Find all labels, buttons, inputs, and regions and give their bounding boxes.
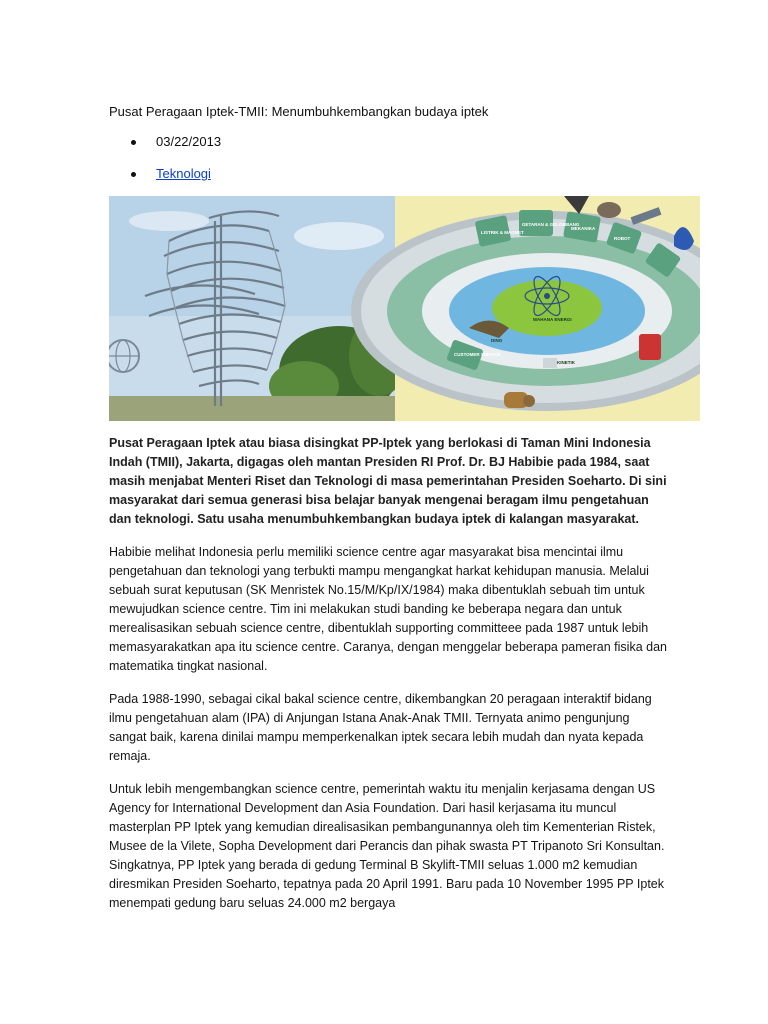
date-item (109, 133, 221, 165)
paragraph: Pada 1988-1990, sebagai cikal bakal science centre, dikembangkan 20 peragaan interaktif bidang ilmu pengetahuan alam (IPA) di Anjungan Istana Anak-Anak TMII. Ternyata animo pengunjung sangat baik, karena dinilai mampu memperkenalkan iptek secara lebih mudah dan nyata kepada remaja. (109, 692, 652, 763)
map-label-mekanika: MEKANIKA (571, 226, 596, 231)
map-label-wahana: WAHANA ENERGI (533, 317, 572, 322)
page-title: Pusat Peragaan Iptek-TMII: Menumbuhkembangkan budaya iptek (109, 104, 489, 119)
floor-plan-map (351, 196, 700, 421)
map-label-customer: CUSTOMER SERVICE (454, 352, 501, 357)
map-label-kinetik: KINETIK (557, 360, 575, 365)
paragraph-lead: Pusat Peragaan Iptek atau biasa disingkat PP-Iptek yang berlokasi di Taman Mini Indonesia Indah (TMII), Jakarta, digagas oleh mantan Presiden RI Prof. Dr. BJ Habibie pada 1984, saat masih menjabat Menteri Riset dan Teknologi di masa pemerintahan Presiden Soeharto. Di sini masyarakat dari semua generasi bisa belajar banyak mengenai beragam ilmu pengetahuan dan teknologi. Satu usaha menumbuhkembangkan budaya iptek di kalangan masyarakat. (109, 436, 667, 526)
bullet-icon (131, 172, 136, 177)
figure-illustration (109, 196, 700, 421)
meta-list (109, 133, 221, 197)
category-link[interactable]: Teknologi (156, 166, 211, 181)
map-label-dino: DINO (491, 338, 503, 343)
article-body (109, 434, 669, 927)
category-item (109, 165, 221, 197)
map-label-listrik: LISTRIK & MAGNET (481, 230, 524, 235)
paragraph: Habibie melihat Indonesia perlu memiliki science centre agar masyarakat bisa mencintai ilmu pengetahuan dan teknologi yang terbukti mampu mengangkat harkat kehidupan manusia. Melalui sebuah surat keputusan (SK Menristek No.15/M/Kp/IX/1984) maka dibentuklah sebuah tim untuk mewujudkan science centre. Tim ini melakukan studi banding ke beberapa negara dan untuk merealisasikan sebuah science centre, dibentuklah supporting committeee pada 1987 untuk lebih memasyarakatkan apa itu science centre. Caranya, dengan menggelar beberapa pameran fisika dan matematika tingkat nasional. (109, 545, 667, 673)
map-label-robot: ROBOT (614, 236, 631, 241)
date-text: 03/22/2013 (156, 134, 222, 149)
paragraph: Untuk lebih mengembangkan science centre, pemerintah waktu itu menjalin kerjasama dengan US Agency for International Development dan Asia Foundation. Dari hasil kerjasama itu muncul masterplan PP Iptek yang kemudian direalisasikan pembangunannya oleh tim Kementerian Ristek, Musee de la Vilete, Sopha Development dari Perancis dan pihak swasta PT Tripanoto Sri Konsultan. Singkatnya, PP Iptek yang berada di gedung Terminal B Skylift-TMII seluas 1.000 m2 kemudian diresmikan Presiden Soeharto, tepatnya pada 20 April 1991. Baru pada 10 November 1995 PP Iptek menempati gedung baru seluas 24.000 m2 bergaya (109, 782, 665, 910)
bullet-icon (131, 140, 136, 145)
map-label-getaran: GETARAN & GELOMBANG (522, 222, 580, 227)
article-figure (109, 196, 700, 421)
